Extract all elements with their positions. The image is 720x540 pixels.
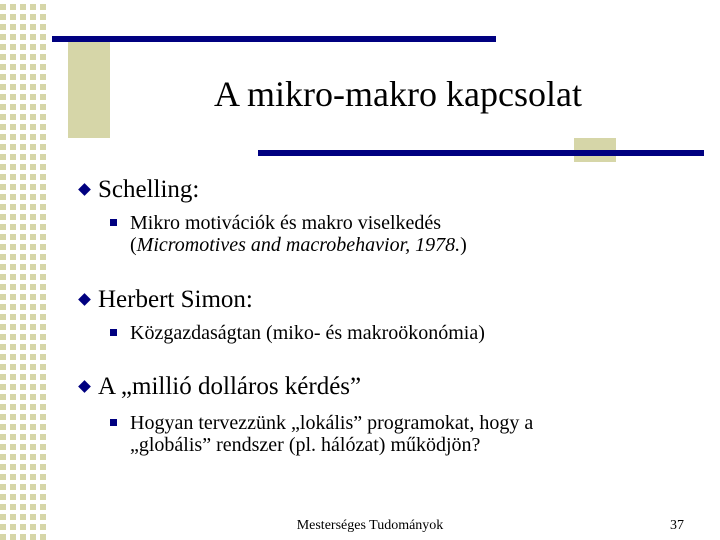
square-bullet-icon	[110, 329, 117, 336]
bullet-label: Herbert Simon:	[98, 286, 253, 313]
sub-bullet-line: Hogyan tervezzünk „lokális” programokat, hogy a	[130, 412, 534, 434]
diamond-bullet-icon	[78, 293, 91, 306]
square-bullet-icon	[110, 419, 117, 426]
book-citation: Micromotives and macrobehavior, 1978.	[136, 234, 461, 256]
slide-title: A mikro-makro kapcsolat	[214, 74, 582, 114]
bullet-label: A „millió dolláros kérdés”	[98, 373, 362, 400]
diamond-bullet-icon	[78, 183, 91, 196]
square-bullet-icon	[110, 219, 117, 226]
sub-bullet-line: Közgazdaságtan (miko- és makroökonómia)	[130, 322, 485, 344]
title-top-rule	[52, 36, 496, 42]
sub-bullet-line: „globális” rendszer (pl. hálózat) működjön?	[130, 434, 481, 456]
title-bottom-rule	[258, 150, 704, 156]
page-number: 37	[670, 518, 684, 533]
sub-bullet-line: Mikro motivációk és makro viselkedés	[130, 212, 442, 234]
decorative-grid-strip	[0, 0, 50, 540]
bullet-label: Schelling:	[98, 176, 200, 203]
diamond-bullet-icon	[78, 380, 91, 393]
sub-bullet-line: (Micromotives and macrobehavior, 1978.)	[130, 234, 467, 256]
decorative-title-block	[68, 42, 110, 138]
slide-footer: Mesterséges Tudományok	[296, 518, 444, 533]
